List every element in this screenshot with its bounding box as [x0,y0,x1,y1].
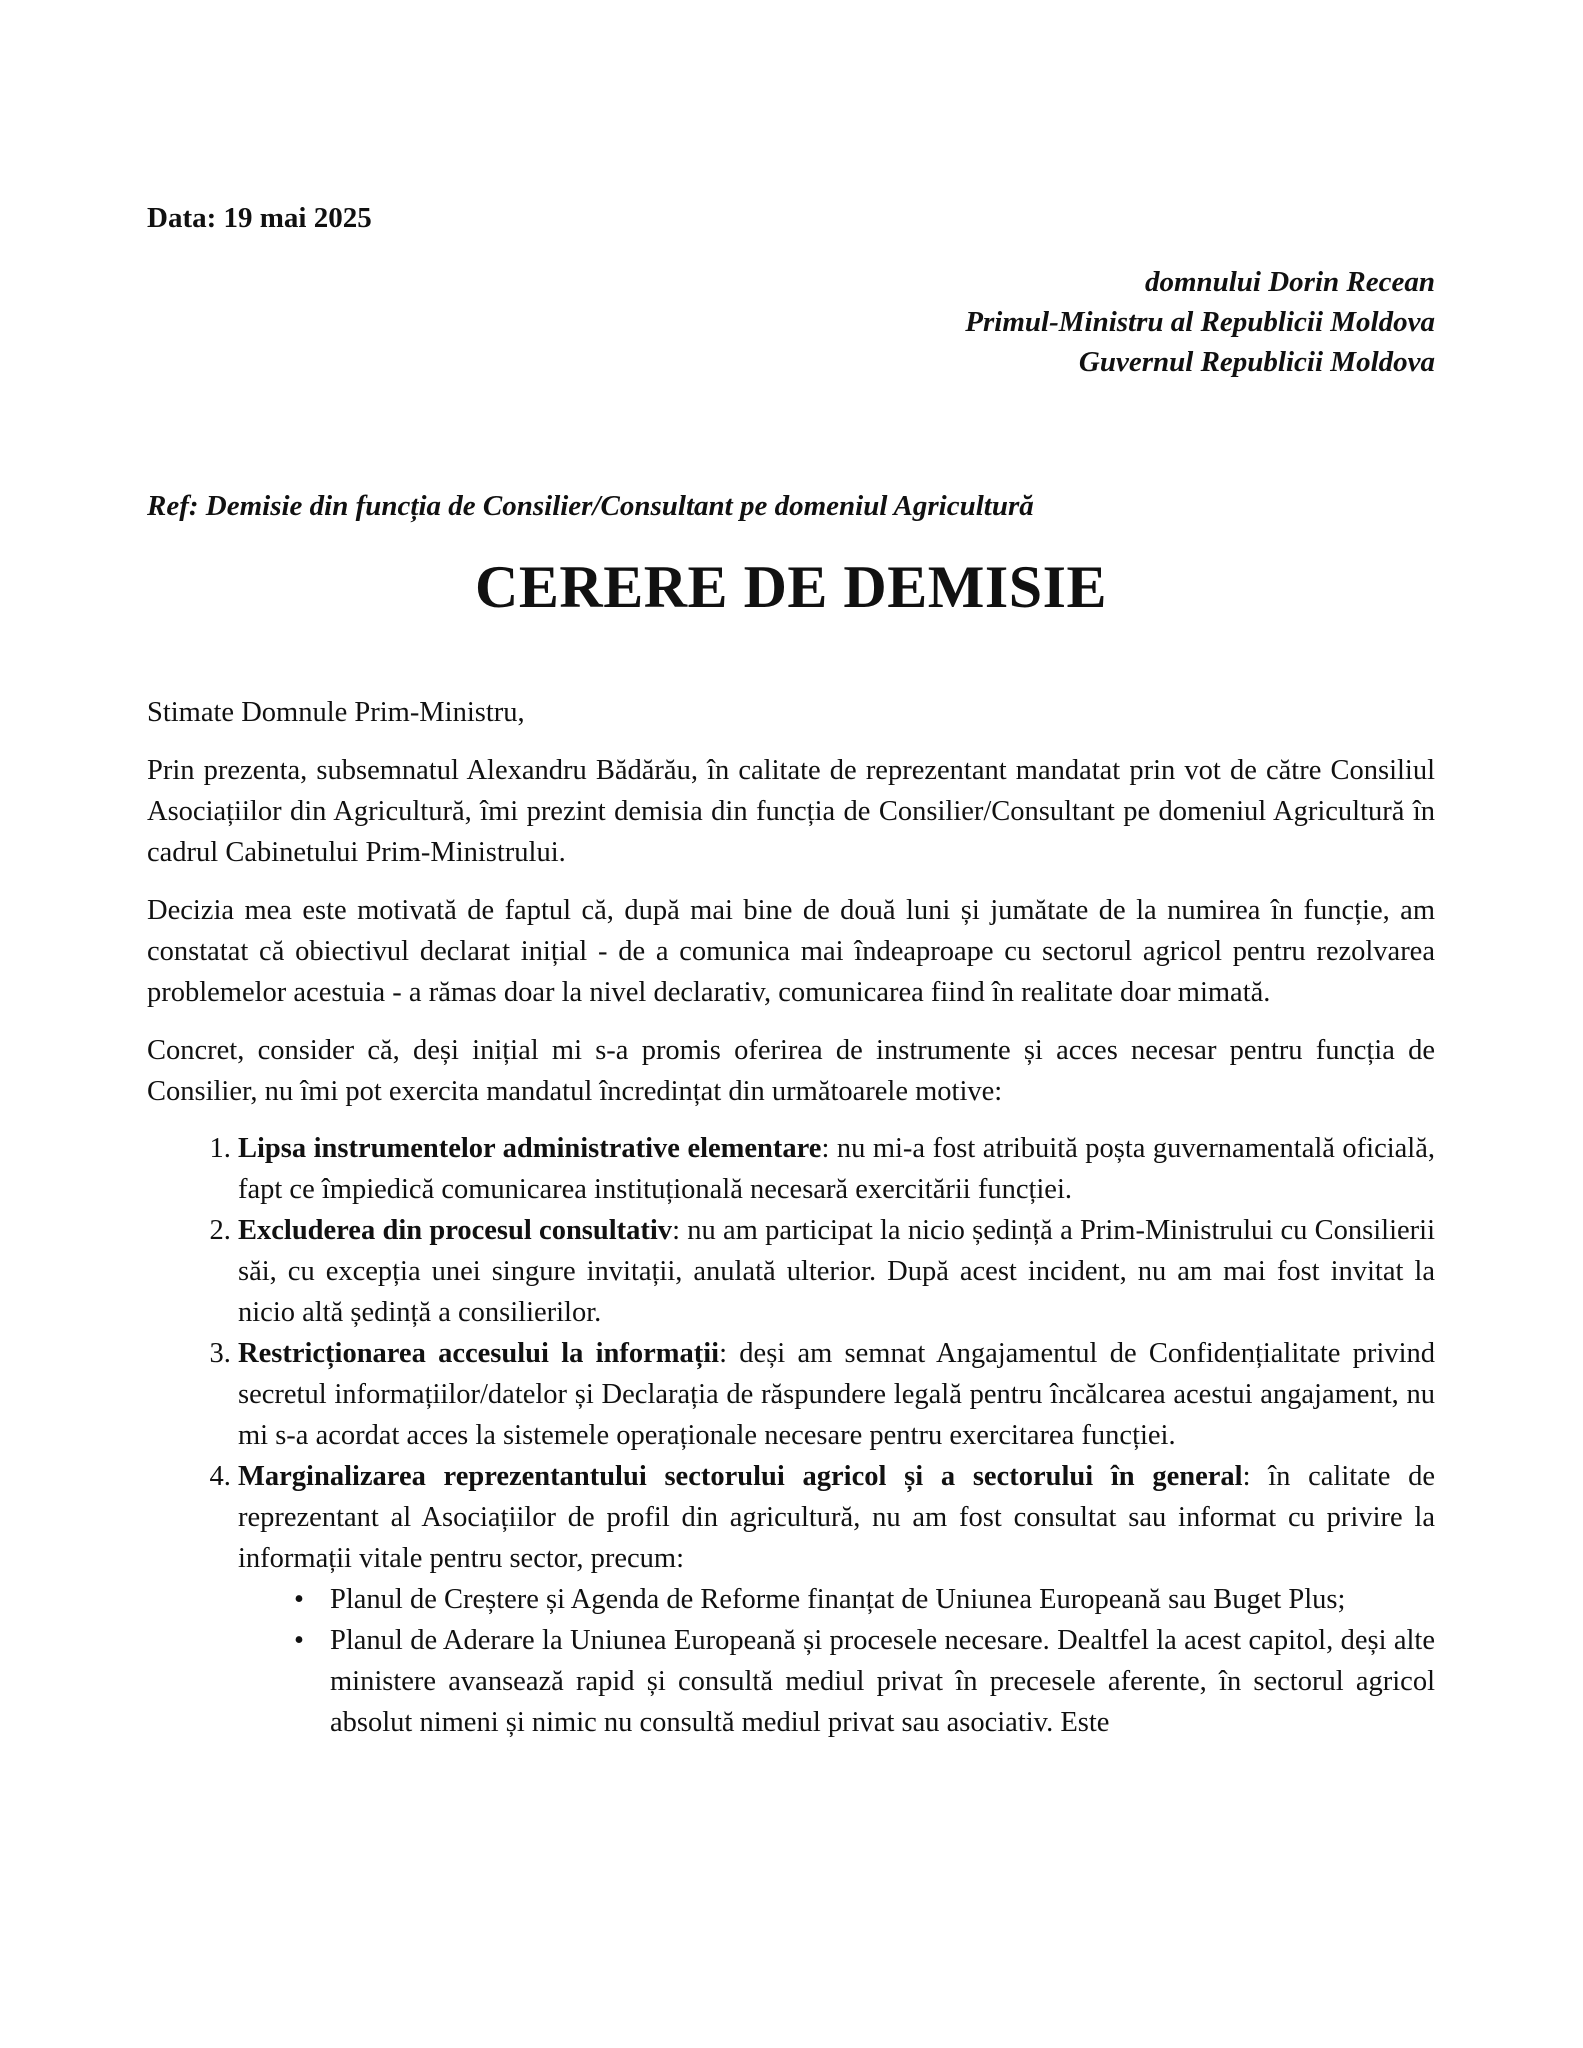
reason-title: Restricționarea accesului la informații [238,1338,720,1369]
reason-text: : deși am semnat Angajamentul de Confidențialitate privind secretul informațiilor/datelor și Declarația de răspundere legală pentru încălcarea acestui angajament, nu mi s-a acordat acces la sistemele operaționale necesare pentru exercitarea funcției. [238,1338,1435,1451]
reason-item [238,1128,1435,1210]
reasons-list [147,1128,1435,1743]
paragraph: Concret, consider că, deși inițial mi s-a promis oferirea de instrumente și acces necesar pentru funcția de Consilier, nu îmi pot exercita mandatul încredințat din următoarele motive: [147,1035,1435,1107]
salutation: Stimate Domnule Prim-Ministru, [147,697,525,728]
recipient-institution: Guvernul Republicii Moldova [1078,346,1435,378]
reason-title: Marginalizarea reprezentantului sectorului agricol și a sectorului în general [238,1461,1243,1492]
letter-page [147,200,1435,1743]
reason-title: Lipsa instrumentelor administrative elementare [238,1133,822,1164]
recipient-block [147,262,1435,382]
reason-text: : nu am participat la nicio ședință a Prim-Ministrului cu Consilierii săi, cu excepția unei singure invitații, anulată ulterior. După acest incident, nu am mai fost invitat la nicio altă ședință a consilierilor. [238,1215,1435,1328]
reason-title: Excluderea din procesul consultativ [238,1215,673,1246]
letter-date: Data: 19 mai 2025 [147,202,372,234]
recipient-name: domnului Dorin Recean [1144,266,1435,298]
reason-sub-list [238,1579,1435,1743]
reason-text: : în calitate de reprezentant al Asociațiilor de profil din agricultură, nu am fost consultat sau informat cu privire la informații vitale pentru sector, precum: [238,1461,1436,1574]
sub-list-item: • Planul de Creștere și Agenda de Reforme finanțat de Uniunea Europeană sau Buget Plus; [330,1579,1435,1620]
document-title: CERERE DE DEMISIE [475,554,1107,620]
letter-body [147,692,1435,1743]
reference-line: Ref: Demisie din funcția de Consilier/Consultant pe domeniul Agricultură [147,490,1034,522]
reason-item [238,1456,1435,1743]
reason-text: : nu mi-a fost atribuită poșta guvernamentală oficială, fapt ce împiedică comunicarea instituțională necesară exercitării funcției. [238,1133,1435,1205]
paragraph: Prin prezenta, subsemnatul Alexandru Bădărău, în calitate de reprezentant mandatat prin vot de către Consiliul Asociațiilor din Agricultură, îmi prezint demisia din funcția de Consilier/Consultant pe domeniul Agricultură în cadrul Cabinetului Prim-Ministrului. [147,755,1435,868]
sub-list-item: • Planul de Aderare la Uniunea Europeană și procesele necesare. Dealtfel la acest capitol, deși alte ministere avansează rapid și consultă mediul privat în precesele aferente, în sectorul agricol absolut nimeni și nimic nu consultă mediul privat sau asociativ. Este [330,1620,1435,1743]
paragraph: Decizia mea este motivată de faptul că, după mai bine de două luni și jumătate de la numirea în funcție, am constatat că obiectivul declarat inițial - de a comunica mai îndeaproape cu sectorul agricol pentru rezolvarea problemelor acestuia - a rămas doar la nivel declarativ, comunicarea fiind în realitate doar mimată. [147,895,1435,1008]
reason-item [238,1210,1435,1333]
recipient-position: Primul-Ministru al Republicii Moldova [965,306,1435,338]
reason-item [238,1333,1435,1456]
